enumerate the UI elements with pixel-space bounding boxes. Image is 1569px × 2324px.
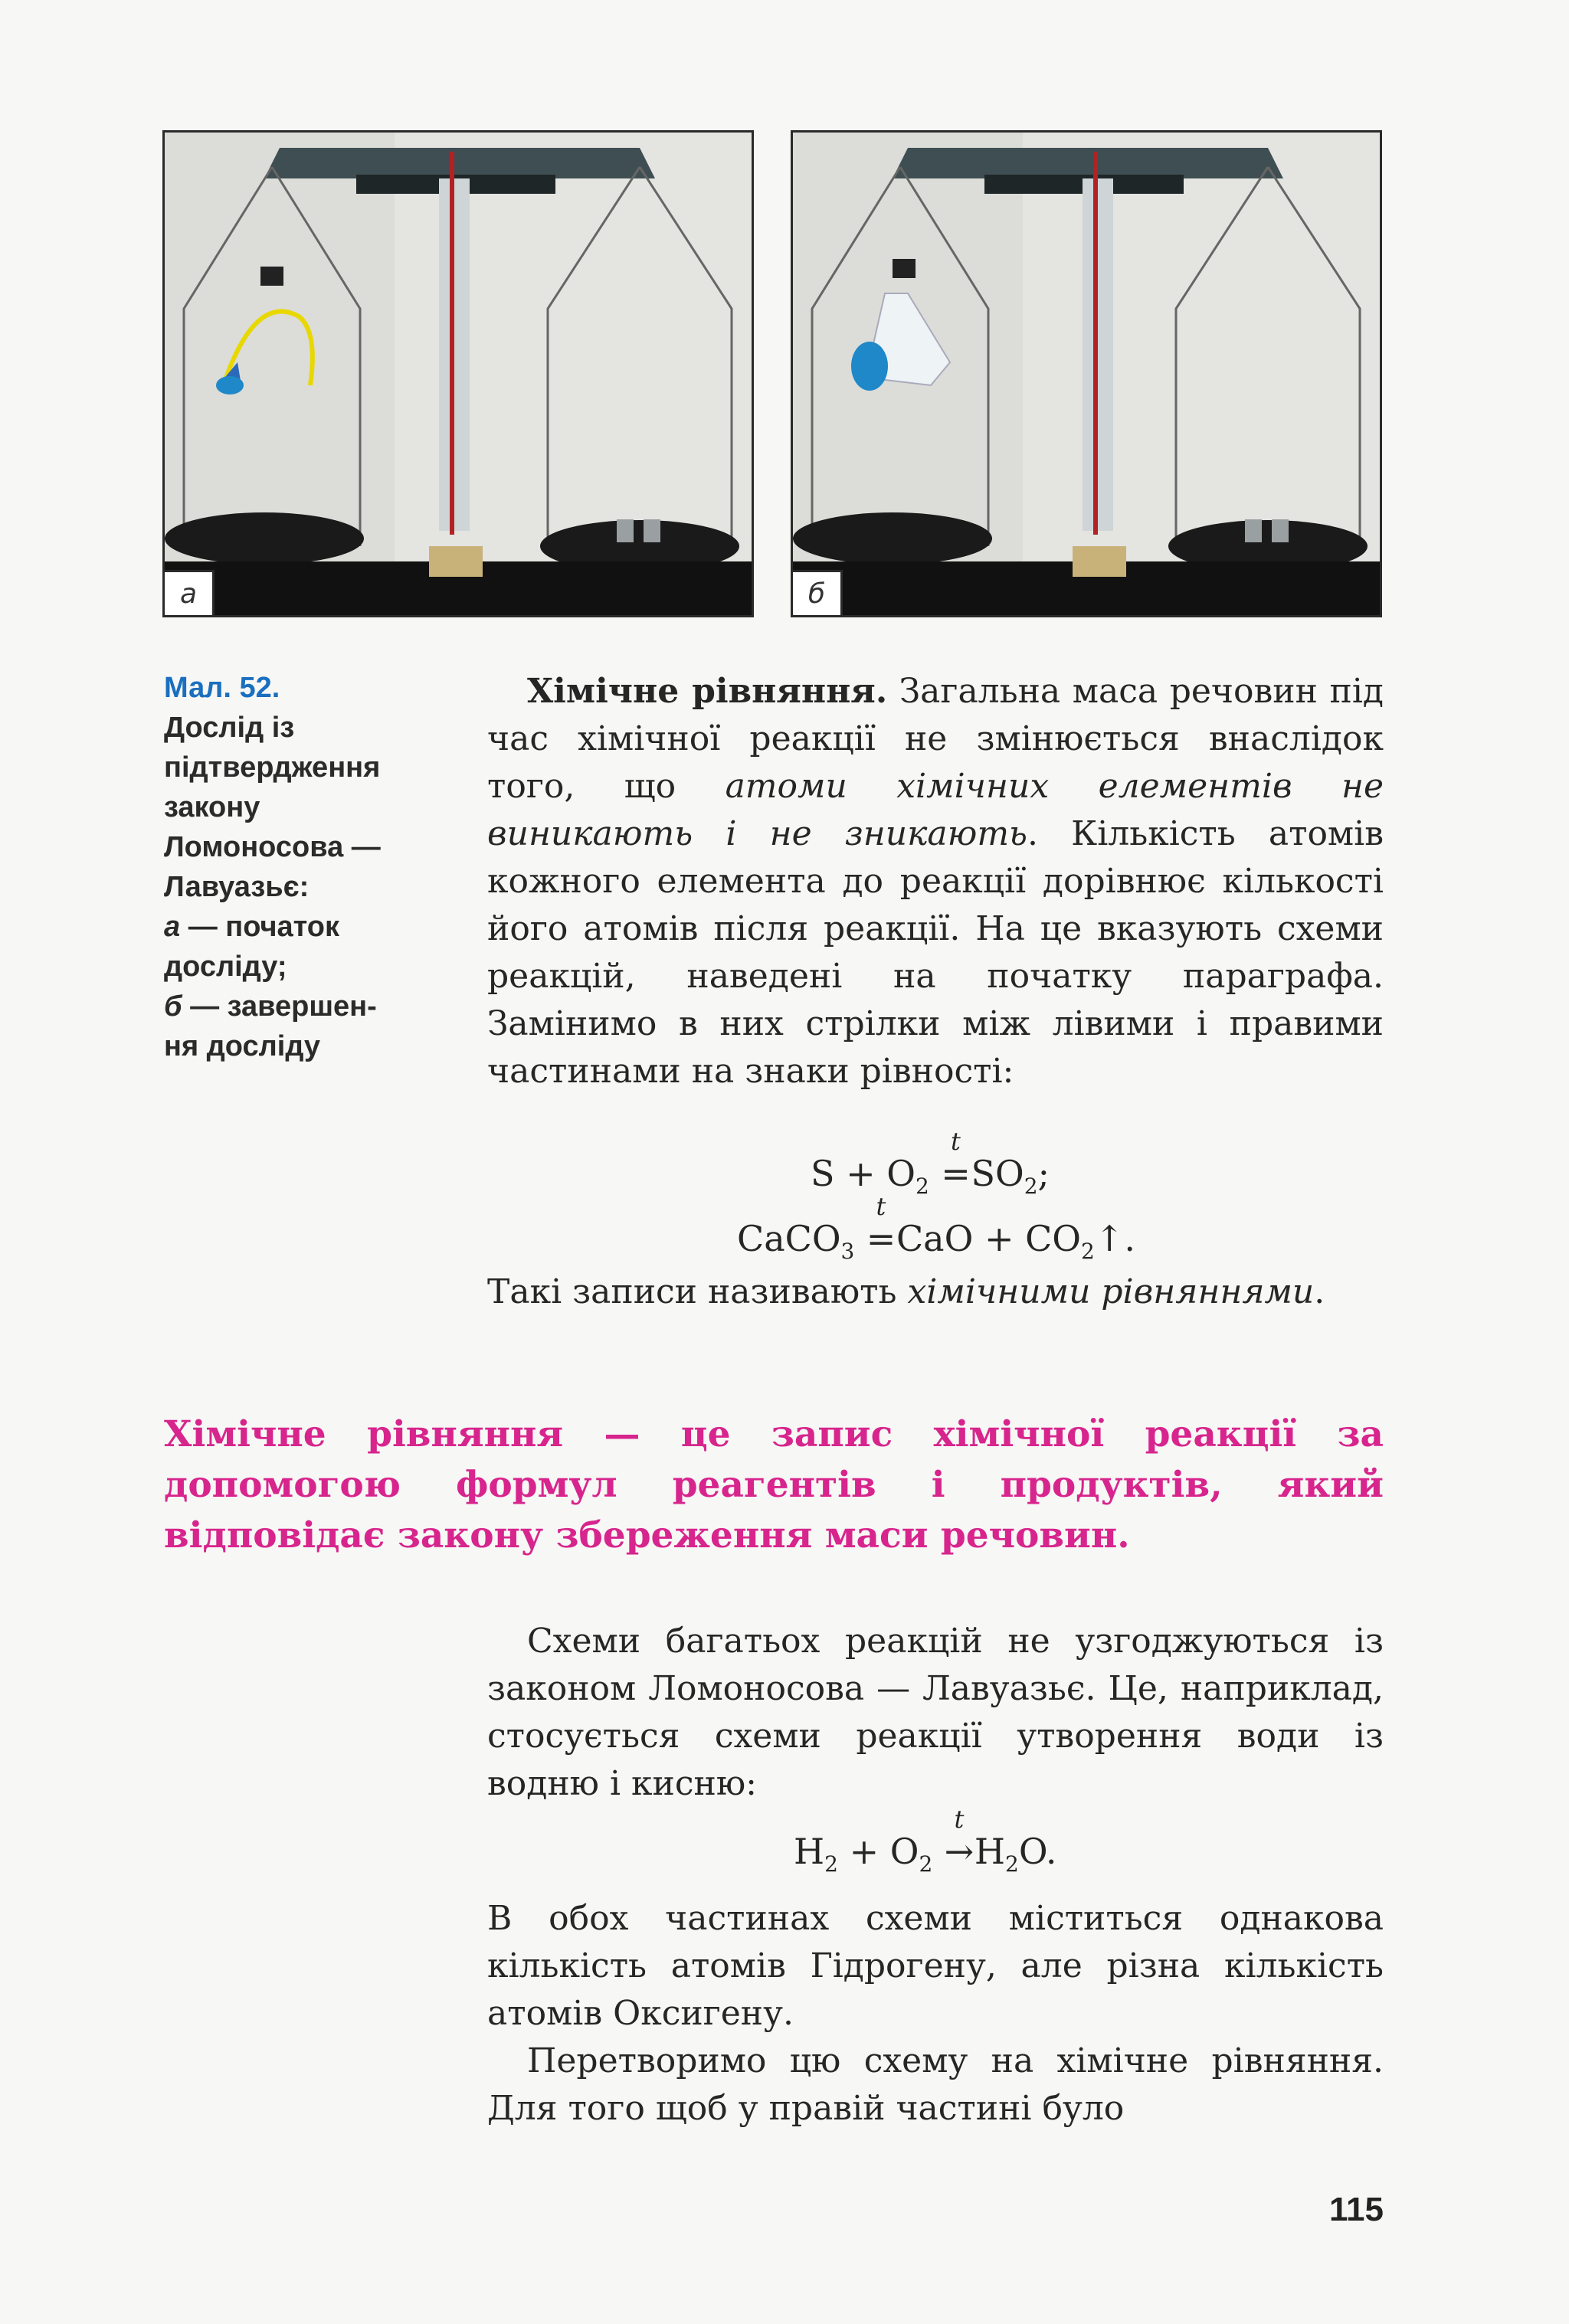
equations-conclusion <box>487 1268 1384 1316</box>
caption-item-b: б — завершен- <box>164 990 377 1023</box>
caption-item-a: а — початок <box>164 911 340 943</box>
section-unbalanced-schemes <box>487 1618 1384 1808</box>
photo-label-a: а <box>165 570 215 615</box>
caption-line: Лавуазьє: <box>164 871 310 903</box>
equals-with-heat: t = <box>941 1127 971 1194</box>
paragraph: В обох частинах схеми міститься однакова кількість атомів Гідрогену, але різна кількість атомів Оксигену. <box>487 1899 1384 2033</box>
caption-letter-b: б <box>164 990 182 1023</box>
figure-caption <box>164 668 440 1066</box>
paragraph: Схеми багатьох реакцій не узгоджуються із законом Ломоносова — Лавуазьє. Це, наприклад, стосується схеми реакції утворення води із водню і кисню: <box>487 1622 1384 1803</box>
balance-photo-start <box>162 130 754 617</box>
paragraph: Перетворимо цю схему на хімічне рівняння. Для того щоб у правій частині було <box>487 2041 1384 2128</box>
emphasis: хімічними рівняннями <box>907 1272 1315 1311</box>
section-chemical-equation <box>487 668 1384 1095</box>
equation-water-scheme: $H_2 + O_2$ t $\to H_2O$. <box>794 1805 1057 1877</box>
balance-photo-end <box>791 130 1382 617</box>
equals-with-heat: t = <box>866 1192 896 1259</box>
equation-sulfur: $S + O_2$ t $=SO_2$; <box>811 1127 1050 1199</box>
section-atom-count <box>487 1895 1384 2133</box>
definition-highlight: Хімічне рівняння — це запис хімічної реакції за допомогою формул реагентів і продуктів, який відповідає закону збереження маси речовин. <box>164 1413 1384 1556</box>
caption-line: Дослід із <box>164 712 295 744</box>
figure-number: Мал. 52. <box>164 672 280 704</box>
emphasis: атоми хімічних елементів не виникають і не зникають <box>487 767 1384 853</box>
caption-item-a-cont: досліду; <box>164 951 287 983</box>
photo-label-b: б <box>793 570 843 615</box>
caption-line: підтвердження <box>164 751 381 784</box>
equation-calcium-carbonate: CaCO$_3$ t $=CaO + CO_2↑$. <box>737 1192 1136 1264</box>
page-number: 115 <box>1329 2191 1384 2228</box>
caption-line: закону <box>164 791 260 823</box>
caption-item-b-cont: ня досліду <box>164 1030 321 1062</box>
caption-letter-a: а <box>164 911 181 943</box>
paragraph: Такі записи називають хімічними рівняннями. <box>487 1272 1325 1311</box>
balance-illustration-start <box>165 133 754 617</box>
section-heading: Хімічне рівняння. <box>527 672 888 711</box>
paragraph: Хімічне рівняння. Загальна маса речовин під час хімічної реакції не змінюється внаслідок того, що атоми хімічних елементів не виникають і не зникають. Кількість атомів кожного елемента до реакції дорівнює кількості його атомів після реакції. На це вказують схеми реакцій, наведені на початку параграфа. Замінимо в них стрілки між лівими і правими частинами на знаки рівності: <box>487 672 1384 1091</box>
caption-line: Ломоносова — <box>164 831 381 863</box>
balance-illustration-end <box>793 133 1382 617</box>
arrow-with-heat: t → <box>944 1805 974 1872</box>
